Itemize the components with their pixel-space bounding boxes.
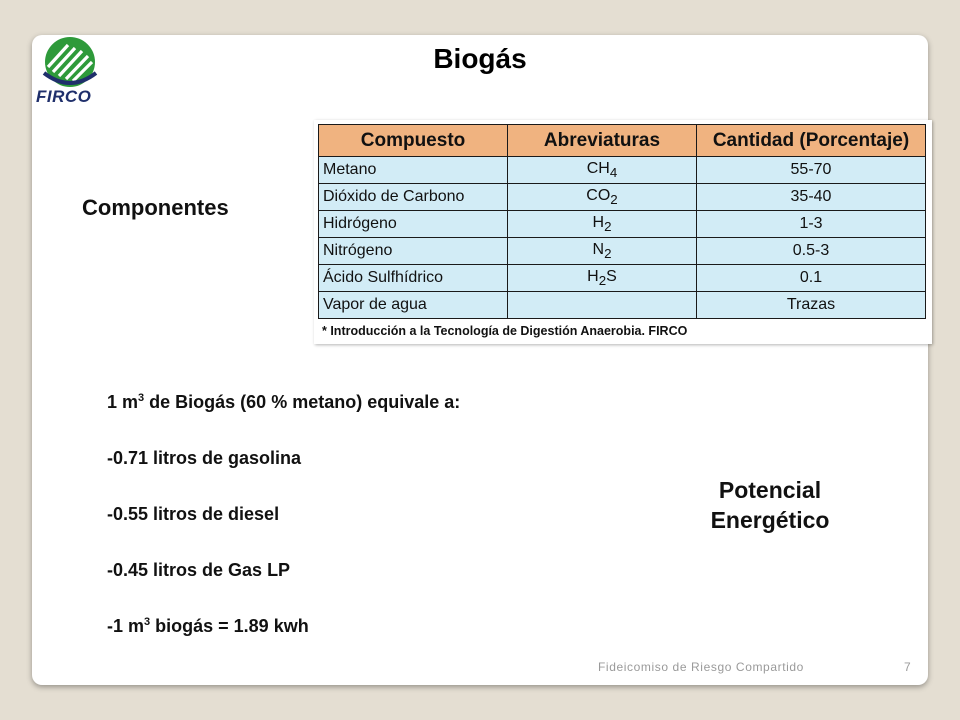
cell-amount: 1-3 (697, 211, 926, 238)
table-row (319, 265, 926, 292)
components-table (318, 124, 926, 319)
cell-abbr: $CH_4$ (508, 157, 697, 184)
cell-abbr: $N_2$ (508, 238, 697, 265)
header-abreviaturas: Abreviaturas (508, 125, 697, 157)
table-note: * Introducción a la Tecnología de Digestión Anaerobia. FIRCO (322, 324, 688, 338)
cell-abbr: $H_2$ (508, 211, 697, 238)
cell-name: Dióxido de Carbono (319, 184, 508, 211)
components-table-image (314, 120, 932, 344)
slide-title: Biogás (433, 43, 527, 74)
table-row (319, 184, 926, 211)
potential-line-2: Energético (710, 507, 830, 533)
table-row (319, 238, 926, 265)
cell-abbr: $CO_2$ (508, 184, 697, 211)
cell-name: Ácido Sulfhídrico (319, 265, 508, 292)
cell-abbr (508, 292, 697, 319)
cell-name: Vapor de agua (319, 292, 508, 319)
footer-text: Fideicomiso de Riesgo Compartido (598, 660, 804, 674)
header-compuesto: Compuesto (319, 125, 508, 157)
cell-name: Metano (319, 157, 508, 184)
cell-amount: Trazas (697, 292, 926, 319)
cell-amount: 55-70 (697, 157, 926, 184)
cell-amount: 0.1 (697, 265, 926, 292)
table-row (319, 211, 926, 238)
cell-name: Hidrógeno (319, 211, 508, 238)
cell-amount: 0.5-3 (697, 238, 926, 265)
table-header-row (319, 125, 926, 157)
equivalence-item: -0.45 litros de Gas LP (107, 560, 291, 580)
logo-text: FIRCO (36, 87, 92, 106)
components-label: Componentes (82, 195, 229, 220)
header-cantidad: Cantidad (Porcentaje) (697, 125, 926, 157)
slide (32, 35, 928, 685)
cell-abbr: $H_2S$ (508, 265, 697, 292)
potential-energy-label (680, 475, 860, 535)
equivalence-item: -0.71 litros de gasolina (107, 448, 302, 468)
equivalence-item: -0.55 litros de diesel (107, 504, 280, 524)
equivalence-intro: 1 $m^3$ de Biogás (60 % metano) equivale a: (107, 392, 461, 412)
table-row (319, 292, 926, 319)
table-row (319, 157, 926, 184)
cell-amount: 35-40 (697, 184, 926, 211)
potential-line-1: Potencial (718, 477, 822, 503)
equivalence-item: -1 $m^3$ biogás = 1.89 kwh (107, 616, 309, 636)
page-number: 7 (904, 660, 911, 674)
cell-name: Nitrógeno (319, 238, 508, 265)
